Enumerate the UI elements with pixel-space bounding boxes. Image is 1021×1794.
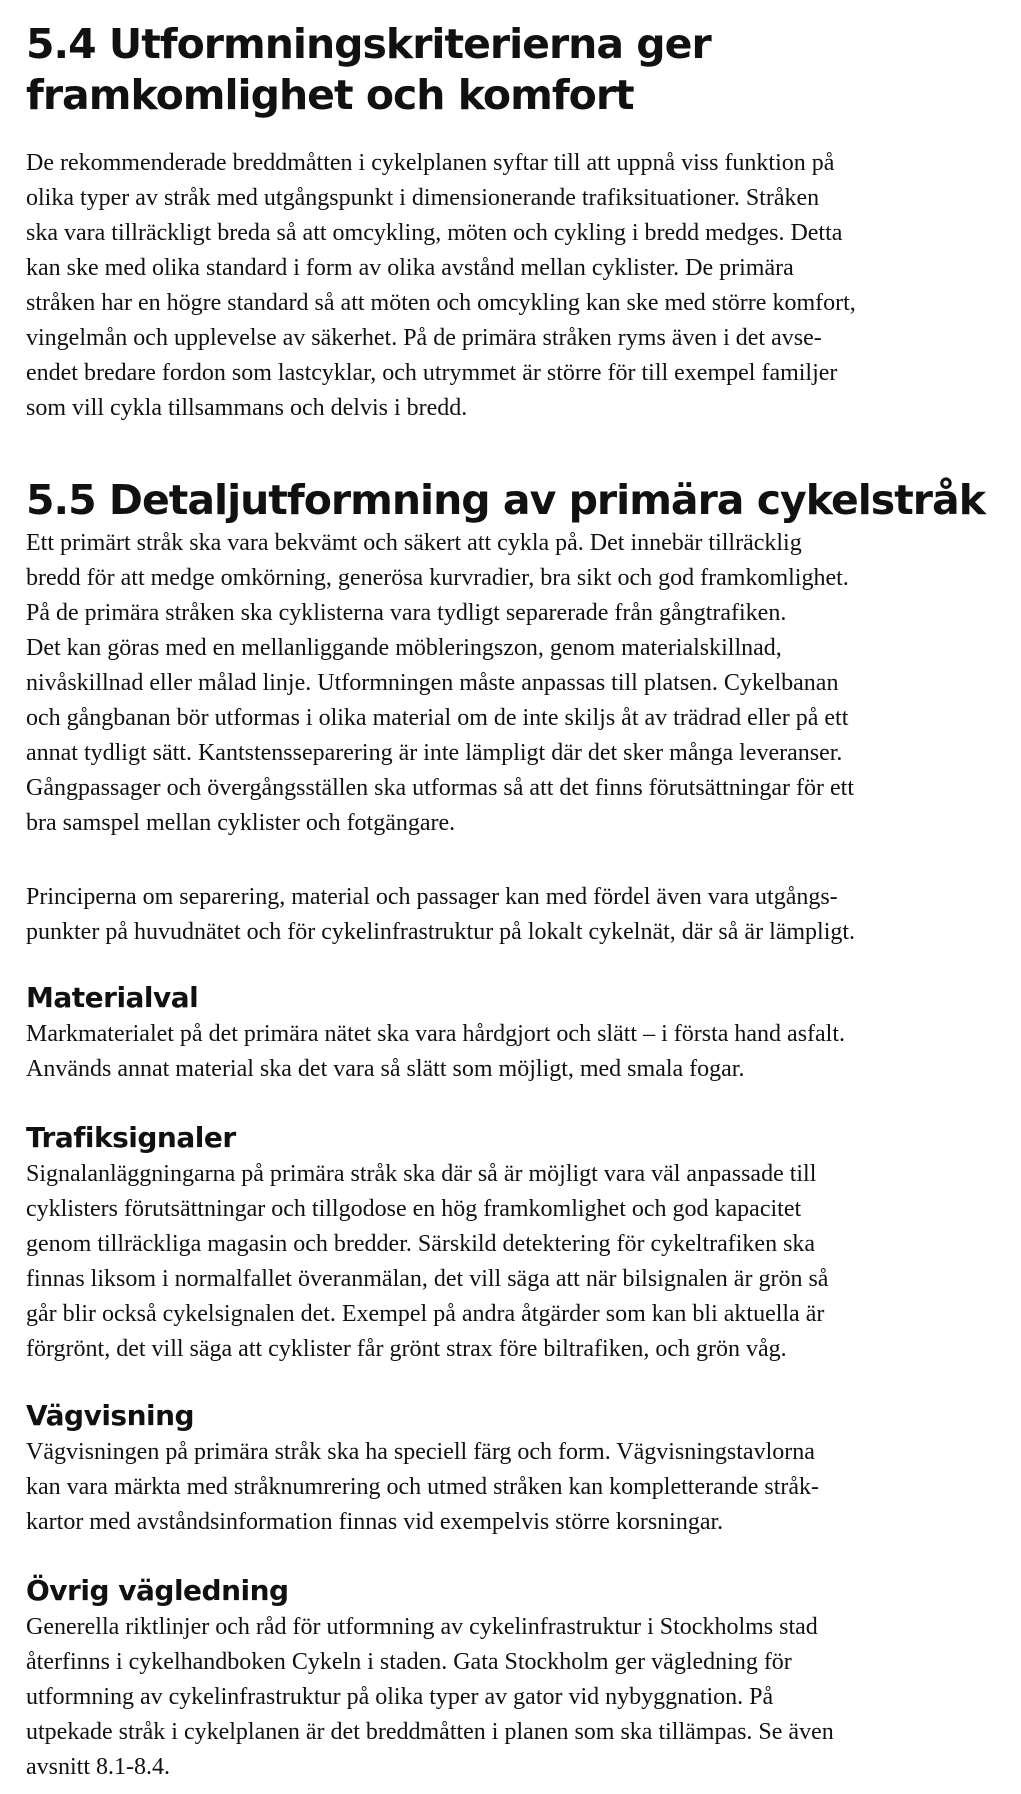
body-line: endet bredare fordon som lastcyklar, och utrymmet är större för till exempel familjer xyxy=(26,360,838,386)
body-line: vingelmån och upplevelse av säkerhet. På de primära stråken ryms även i det avse- xyxy=(26,325,822,351)
trafiksignaler-heading: Trafiksignaler xyxy=(26,1121,236,1154)
body-line: Ett primärt stråk ska vara bekvämt och säkert att cykla på. Det innebär tillräcklig xyxy=(26,530,802,556)
body-line: kan ske med olika standard i form av olika avstånd mellan cyklister. De primära xyxy=(26,255,794,281)
body-line: Generella riktlinjer och råd för utformning av cykelinfrastruktur i Stockholms stad xyxy=(26,1614,818,1640)
body-line: bra samspel mellan cyklister och fotgängare. xyxy=(26,810,456,836)
body-line: återfinns i cykelhandboken Cykeln i staden. Gata Stockholm ger vägledning för xyxy=(26,1649,792,1675)
body-line: kartor med avståndsinformation finnas vid exempelvis större korsningar. xyxy=(26,1509,724,1535)
body-line: Principerna om separering, material och passager kan med fördel även vara utgångs- xyxy=(26,884,838,910)
body-line: går blir också cykelsignalen det. Exempel på andra åtgärder som kan bli aktuella är xyxy=(26,1301,825,1327)
body-line: De rekommenderade breddmåtten i cykelplanen syftar till att uppnå viss funktion på xyxy=(26,150,835,176)
body-line: Signalanläggningarna på primära stråk ska där så är möjligt vara väl anpassade till xyxy=(26,1161,817,1187)
section-5-4-title-line: framkomlighet och komfort xyxy=(26,71,634,119)
body-line: förgrönt, det vill säga att cyklister får grönt strax före biltrafiken, och grön våg. xyxy=(26,1336,787,1362)
section-5-4-title-line: 5.4 Utformningskriterierna ger xyxy=(26,20,711,68)
body-line: som vill cykla tillsammans och delvis i bredd. xyxy=(26,395,468,421)
body-line: Används annat material ska det vara så slätt som möjligt, med smala fogar. xyxy=(26,1056,745,1082)
body-line: Gångpassager och övergångsställen ska utformas så att det finns förutsättningar för ett xyxy=(26,775,854,801)
body-line: annat tydligt sätt. Kantstensseparering är inte lämpligt där det sker många leveranser. xyxy=(26,740,843,766)
section-5-5-paragraph-1 xyxy=(26,526,854,841)
section-5-5-paragraph-2 xyxy=(26,880,855,950)
vagvisning-body xyxy=(26,1435,819,1540)
body-line: olika typer av stråk med utgångspunkt i dimensionerande trafiksituationer. Stråken xyxy=(26,185,820,211)
body-line: ska vara tillräckligt breda så att omcykling, möten och cykling i bredd medges. Detta xyxy=(26,220,843,246)
body-line: På de primära stråken ska cyklisterna vara tydligt separerade från gångtrafiken. xyxy=(26,600,787,626)
materialval-heading: Materialval xyxy=(26,981,199,1014)
body-line: utformning av cykelinfrastruktur på olika typer av gator vid nybyggnation. På xyxy=(26,1684,774,1710)
body-line: stråken har en högre standard så att möten och omcykling kan ske med större komfort, xyxy=(26,290,856,316)
body-line: Markmaterialet på det primära nätet ska vara hårdgjort och slätt – i första hand asfalt. xyxy=(26,1021,846,1047)
body-line: Vägvisningen på primära stråk ska ha speciell färg och form. Vägvisningstavlorna xyxy=(26,1439,815,1465)
section-5-4-body xyxy=(26,146,856,426)
body-line: Det kan göras med en mellanliggande möbleringszon, genom materialskillnad, xyxy=(26,635,782,661)
body-line: bredd för att medge omkörning, generösa kurvradier, bra sikt och god framkomlighet. xyxy=(26,565,849,591)
body-line: utpekade stråk i cykelplanen är det breddmåtten i planen som ska tillämpas. Se även xyxy=(26,1719,834,1745)
trafiksignaler-body xyxy=(26,1157,828,1367)
ovrig-vagledning-heading: Övrig vägledning xyxy=(26,1574,289,1607)
body-line: avsnitt 8.1-8.4. xyxy=(26,1754,170,1780)
body-line: genom tillräckliga magasin och bredder. Särskild detektering för cykeltrafiken ska xyxy=(26,1231,816,1257)
body-line: och gångbanan bör utformas i olika material om de inte skiljs åt av trädrad eller på ett xyxy=(26,705,849,731)
section-5-4-title xyxy=(26,19,711,121)
section-5-5-title: 5.5 Detaljutformning av primära cykelstråk xyxy=(26,476,985,524)
ovrig-vagledning-body xyxy=(26,1610,834,1785)
vagvisning-heading: Vägvisning xyxy=(26,1399,195,1432)
body-line: cyklisters förutsättningar och tillgodose en hög framkomlighet och god kapacitet xyxy=(26,1196,802,1222)
body-line: finnas liksom i normalfallet överanmälan, det vill säga att när bilsignalen är grön så xyxy=(26,1266,829,1292)
body-line: nivåskillnad eller målad linje. Utformningen måste anpassas till platsen. Cykelbanan xyxy=(26,670,839,696)
body-line: punkter på huvudnätet och för cykelinfrastruktur på lokalt cykelnät, där så är lämpligt. xyxy=(26,919,856,945)
materialval-body xyxy=(26,1017,845,1087)
body-line: kan vara märkta med stråknumrering och utmed stråken kan kompletterande stråk- xyxy=(26,1474,820,1500)
